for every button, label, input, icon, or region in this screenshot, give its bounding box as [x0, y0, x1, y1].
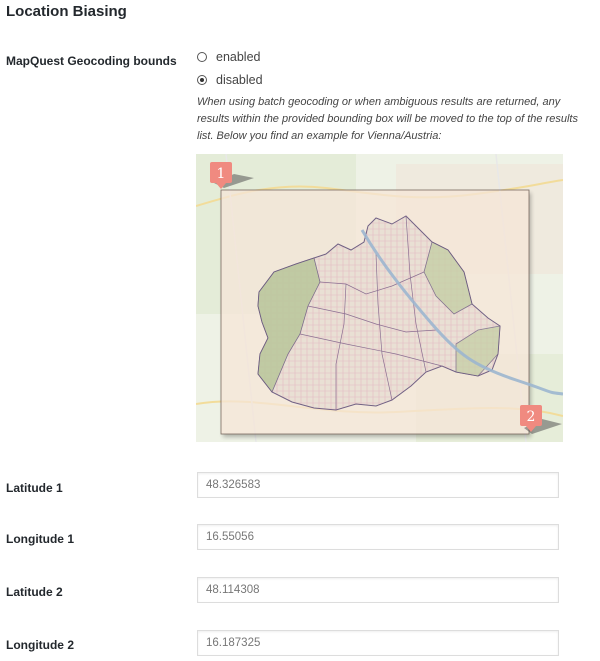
longitude-2-label: Longitude 2	[6, 638, 74, 652]
bounds-label: MapQuest Geocoding bounds	[6, 54, 177, 68]
longitude-1-label: Longitude 1	[6, 532, 74, 546]
marker-2-label: 2	[526, 409, 536, 425]
example-map	[196, 154, 563, 442]
radio-disabled-label: disabled	[216, 73, 263, 87]
latitude-1-label: Latitude 1	[6, 481, 63, 495]
latitude-2-input[interactable]	[197, 577, 559, 603]
longitude-2-input[interactable]	[197, 630, 559, 656]
vienna-map-image	[196, 154, 563, 442]
latitude-1-input[interactable]	[197, 472, 559, 498]
radio-enabled[interactable]	[197, 50, 261, 64]
radio-enabled-label: enabled	[216, 50, 261, 64]
radio-disabled[interactable]	[197, 73, 263, 87]
radio-disabled-button[interactable]	[197, 75, 207, 85]
longitude-1-input[interactable]	[197, 524, 559, 550]
section-title: Location Biasing	[6, 3, 127, 20]
latitude-2-label: Latitude 2	[6, 585, 63, 599]
bounds-description: When using batch geocoding or when ambiguous results are returned, any results within the provided bounding box will be moved to the top of the results list. Below you find an example for Vienna/Austria:	[197, 96, 578, 142]
marker-1-label: 1	[216, 166, 226, 182]
radio-enabled-button[interactable]	[197, 52, 207, 62]
